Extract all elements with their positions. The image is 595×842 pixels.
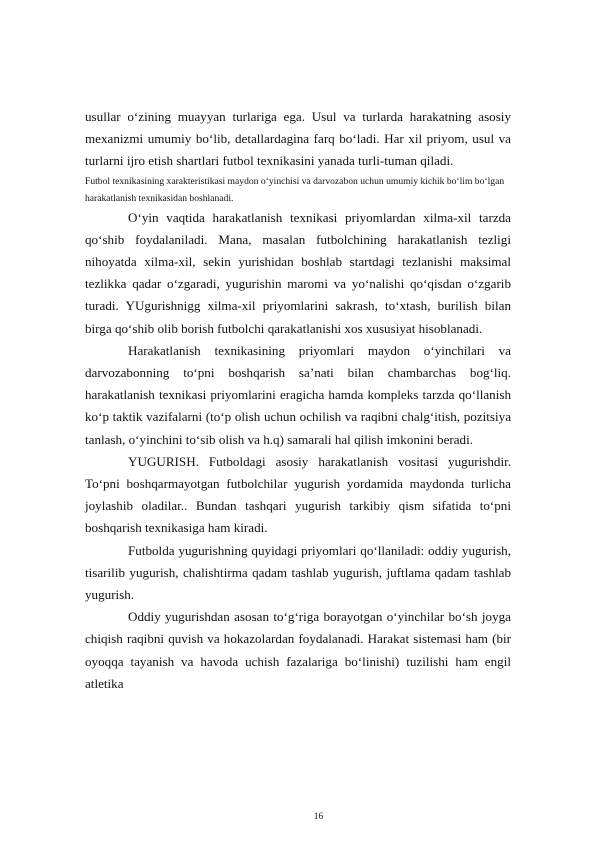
paragraph-small-note: Futbol texnikasining xarakteristikasi maydon o‘yinchisi va darvozabon uchun umumiy kichik bo‘lim bo‘lgan harakatlanish texnikasidan boshlanadi. — [85, 175, 505, 204]
document-page — [85, 106, 511, 695]
paragraph-harakatlanish-texnikasi: Harakatlanish texnikasining priyomlari maydon o‘yinchilari va darvozabonning to‘pni boshqarish sa’nati bilan chambarchas bog‘liq. harakatlanish texnikasi priyomlarini eragicha hamda kompleks tarzda qo‘llanish ko‘p taktik vazifalarni (to‘p olish uchun ochilish va raqibni chalg‘itish, pozitsiya tanlash, o‘yinchini to‘sib olish va h.q) samarali hal qilish imkonini beradi. — [85, 342, 511, 447]
paragraph-oyin-vaqtida: O‘yin vaqtida harakatlanish texnikasi priyomlardan xilma-xil tarzda qo‘shib foydalaniladi. Mana, masalan futbolchining harakatlanish tezligi nihoyatda xilma-xil, sekin yurishidan boshlab startdagi tezlanishi maksimal tezlikka qadar o‘zgaradi, yugurishin maromi va yo‘nalishi qo‘qisdan o‘zgarib turadi. YUgurishnigg xilma-xil priyomlarini sakrash, to‘xtash, burilish bilan birga qo‘shib olib borish futbolchi qarakatlanishi xos xususiyat hisoblanadi. — [85, 209, 511, 336]
page-number: 16 — [313, 811, 324, 822]
paragraph-yugurish-priyomlari: Futbolda yugurishning quyidagi priyomlari qo‘llaniladi: oddiy yugurish, tisarilib yugurish, chalishtirma qadam tashlab yugurish, juftlama qadam tashlab yugurish. — [85, 542, 511, 603]
paragraph-oddiy-yugurish: Oddiy yugurishdan asosan to‘g‘riga borayotgan o‘yinchilar bo‘sh joyga chiqish raqibni quvish va hokazolardan foydalanadi. Harakat sistemasi ham (bir oyoqqa tayanish va havoda uchish fazalariga bo‘linishi) tuzilishi ham engil atletika — [85, 609, 511, 691]
paragraph-yugurish: YUGURISH. Futboldagi asosiy harakatlanish vositasi yugurishdir. To‘pni boshqarmayotgan futbolchilar yugurish yordamida maydonda turlicha joylashib oladilar.. Bundan tashqari yugurish tarkibiy qism sifatida to‘pni boshqarish texnikasiga ham kiradi. — [85, 453, 511, 536]
paragraph-usullar: usullar o‘zining muayyan turlariga ega. Usul va turlarda harakatning asosiy mexanizmi umumiy bo‘lib, detallardagina farq bo‘ladi. Har xil priyom, usul va turlarni ijro etish shartlari futbol texnikasini yanada turli-tuman qiladi. — [85, 109, 511, 169]
